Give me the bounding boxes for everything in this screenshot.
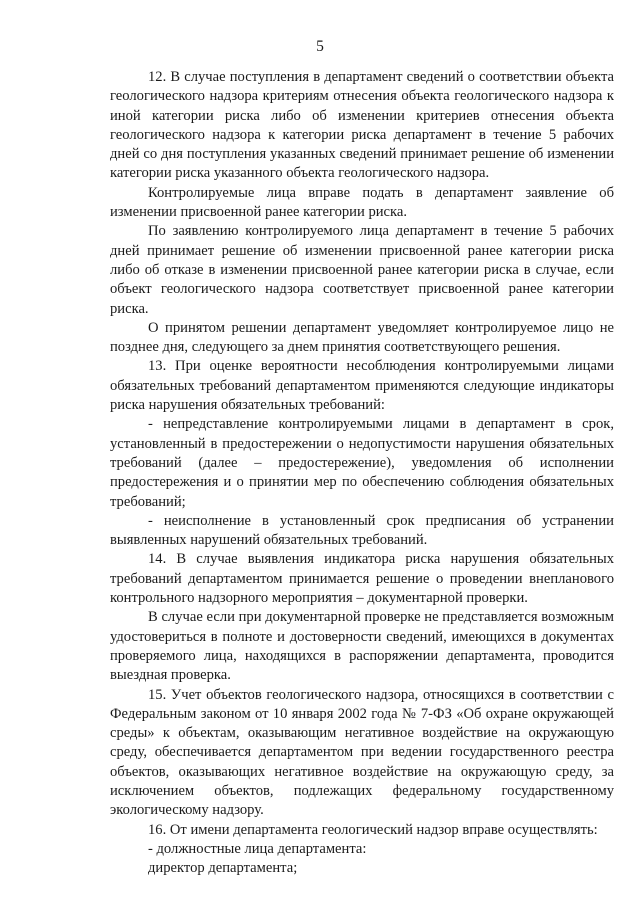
paragraph-14: 14. В случае выявления индикатора риска нарушения обязательных требований департаментом принимается решение о проведении внепланового контрольного надзорного мероприятия – документарной проверки. xyxy=(110,551,614,607)
paragraph-12-appeal: Контролируемые лица вправе подать в департамент заявление об изменении присвоенной ранее категории риска. xyxy=(110,184,614,221)
officials-list-item: - должностные лица департамента: xyxy=(148,840,367,857)
paragraph-13: 13. При оценке вероятности несоблюдения контролируемыми лицами обязательных требований департаментом применяются следующие индикаторы риска нарушения обязательных требований: xyxy=(110,358,614,414)
risk-indicator-2: - неисполнение в установленный срок предписания об устранении выявленных нарушений обязательных требований. xyxy=(110,512,614,549)
document-body xyxy=(110,68,614,878)
paragraph-12-decision: По заявлению контролируемого лица департамент в течение 5 рабочих дней принимает решение об изменении присвоенной ранее категории риска либо об отказе в изменении присвоенной ранее категории риска в случае, если объект геологического надзора соответствует присвоенной ранее категории риска. xyxy=(110,223,614,317)
page-number: 5 xyxy=(316,38,324,55)
paragraph-15: 15. Учет объектов геологического надзора, относящихся в соответствии с Федеральным законом от 10 января 2002 года № 7-ФЗ «Об охране окружающей среды» к объектам, оказывающим негативное воздействие на окружающую среду, обеспечивается департаментом при ведении государственного реестра объектов, оказывающих негативное воздействие на окружающую среду, за исключением объектов, подлежащих федеральному государственному экологическому надзору. xyxy=(110,686,614,819)
paragraph-12-notice: О принятом решении департамент уведомляет контролируемое лицо не позднее дня, следующего за днем принятия соответствующего решения. xyxy=(110,319,614,356)
paragraph-12: 12. В случае поступления в департамент сведений о соответствии объекта геологического надзора критериям отнесения объекта геологического надзора к иной категории риска либо об изменении критериев отнесения объекта геологического надзора к категории риска департамент в течение 5 рабочих дней со дня поступления указанных сведений принимает решение об изменении категории риска указанного объекта геологического надзора. xyxy=(110,69,614,182)
director-item: директор департамента; xyxy=(148,860,298,877)
paragraph-16: 16. От имени департамента геологический надзор вправе осуществлять: xyxy=(148,821,598,838)
risk-indicator-1: - непредставление контролируемыми лицами в департамент в срок, установленный в предостережении о недопустимости нарушения обязательных требований (далее – предостережение), уведомления об исполнении предостережения и о принятии мер по обеспечению соблюдения обязательных требований; xyxy=(110,416,614,510)
paragraph-14-onsite: В случае если при документарной проверке не представляется возможным удостовериться в полноте и достоверности сведений, имеющихся в документах проверяемого лица, находящихся в распоряжении департамента, проводится выездная проверка. xyxy=(110,609,614,684)
